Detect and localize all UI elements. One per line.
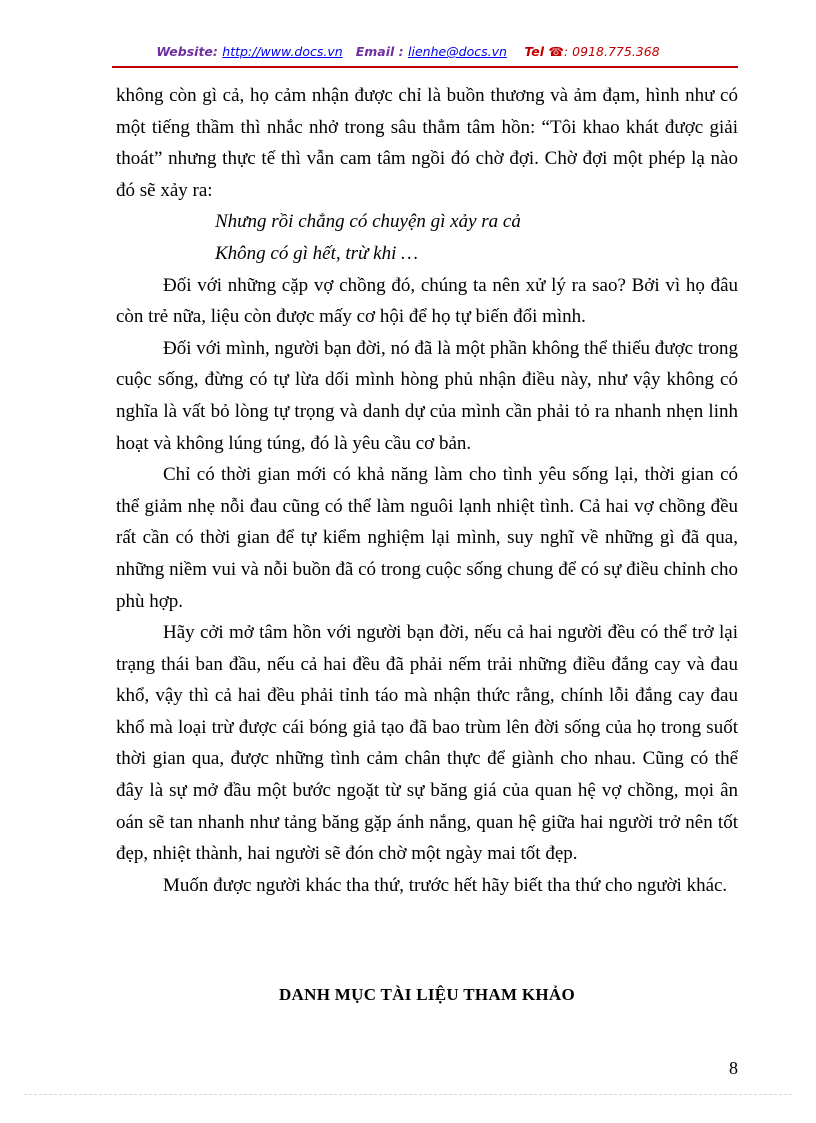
document-body [116, 80, 738, 901]
page-header [0, 44, 816, 59]
verse-line-2: Không có gì hết, trừ khi … [215, 242, 418, 264]
header-divider [112, 66, 738, 68]
footer-divider [24, 1094, 792, 1095]
paragraph-continuation: không còn gì cả, họ cảm nhận được chỉ là buồn thương và ảm đạm, hình như có một tiếng thầm thì nhắc nhở trong sâu thẳm tâm hồn: “Tôi khao khát được giải thoát” nhưng thực tế thì vẫn cam tâm ngồi đó chờ đợi. Chờ đợi một phép lạ nào đó sẽ xảy ra: [116, 85, 738, 201]
verse-line-1: Nhưng rồi chẳng có chuyện gì xảy ra cả [215, 211, 521, 233]
paragraph: Đối với những cặp vợ chồng đó, chúng ta nên xử lý ra sao? Bởi vì họ đâu còn trẻ nữa, liệu còn được mấy cơ hội để họ tự biến đổi mình. [116, 274, 738, 328]
website-label: Website: [156, 44, 218, 59]
phone-number: : 0918.775.368 [564, 44, 660, 59]
website-link[interactable]: http://www.docs.vn [222, 44, 343, 59]
paragraph: Chỉ có thời gian mới có khả năng làm cho tình yêu sống lại, thời gian có thể giảm nhẹ nỗi đau cũng có thể làm nguôi lạnh nhiệt tình. Cả hai vợ chồng đều rất cần có thời gian để tự kiểm nghiệm lại mình, suy nghĩ về những gì đã qua, những niềm vui và nỗi buồn đã có trong cuộc sống chung để có sự điều chỉnh cho phù hợp. [116, 464, 738, 612]
email-link[interactable]: lienhe@docs.vn [408, 44, 507, 59]
tel-label: Tel [524, 44, 545, 59]
paragraph: Đối với mình, người bạn đời, nó đã là một phần không thể thiếu được trong cuộc sống, đừng có tự lừa dối mình hòng phủ nhận điều này, như vậy không có nghĩa là vất bỏ lòng tự trọng và danh dự của mình cần phải tỏ ra nhanh nhẹn linh hoạt và không lúng túng, đó là yêu cầu cơ bản. [116, 337, 738, 454]
email-label: Email : [355, 44, 404, 59]
paragraph: Hãy cởi mở tâm hồn với người bạn đời, nếu cả hai người đều có thể trở lại trạng thái ban đầu, nếu cả hai đều đã phải nếm trải những điều đắng cay và đau khổ, vậy thì cả hai đều phải tỉnh táo mà nhận thức rằng, chính lỗi đắng cay đau khổ mà loại trừ được cái bóng giả tạo đã bao trùm lên đời sống của họ trong suốt thời gian qua, được những tình cảm chân thực để giành cho nhau. Cũng có thể đây là sự mở đầu một bước ngoặt từ sự băng giá của quan hệ vợ chồng, mọi ân oán sẽ tan nhanh như tảng băng gặp ánh nắng, quan hệ giữa hai người trở nên tốt đẹp, nhiệt thành, hai người sẽ đón chờ một ngày mai tốt đẹp. [116, 622, 738, 865]
paragraph: Muốn được người khác tha thứ, trước hết hãy biết tha thứ cho người khác. [163, 874, 728, 896]
section-heading: DANH MỤC TÀI LIỆU THAM KHẢO [278, 985, 576, 1004]
page-number: 8 [729, 1058, 738, 1078]
phone-icon: ☎ [548, 44, 564, 59]
